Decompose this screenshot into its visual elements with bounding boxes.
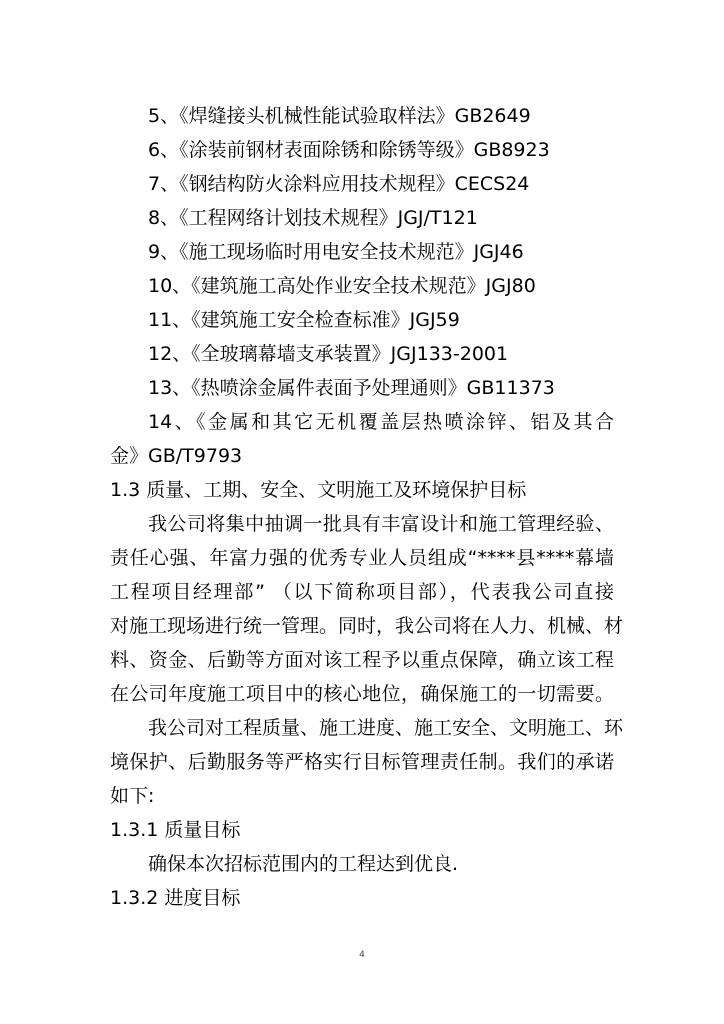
- paragraph-line: 如下:: [110, 785, 155, 807]
- paragraph-line: 责任心强、年富力强的优秀专业人员组成“****县****幕墙: [110, 547, 614, 569]
- standard-item-continuation: 金》GB/T9793: [110, 445, 243, 467]
- standard-item: 6、《涂装前钢材表面除锈和除锈等级》GB8923: [148, 139, 550, 161]
- paragraph-line: 料、资金、后勤等方面对该工程予以重点保障，确立该工程: [110, 649, 614, 671]
- standard-item: 13、《热喷涂金属件表面予处理通则》GB11373: [148, 377, 555, 399]
- page-number: 4: [359, 950, 365, 960]
- paragraph-line: 确保本次招标范围内的工程达到优良.: [148, 853, 459, 875]
- paragraph-line: 工程项目经理部” （以下简称项目部），代表我公司直接: [110, 581, 614, 603]
- standard-item: 11、《建筑施工安全检查标准》JGJ59: [148, 309, 460, 331]
- standard-item: 7、《钢结构防火涂料应用技术规程》CECS24: [148, 173, 530, 195]
- paragraph-line: 境保护、后勤服务等严格实行目标管理责任制。我们的承诺: [110, 751, 614, 773]
- subsection-heading: 1.3.2 进度目标: [110, 887, 241, 909]
- section-heading: 1.3 质量、工期、安全、文明施工及环境保护目标: [110, 479, 527, 501]
- paragraph-line: 我公司对工程质量、施工进度、施工安全、文明施工、环: [148, 717, 624, 739]
- standard-item: 12、《全玻璃幕墙支承装置》JGJ133-2001: [148, 343, 509, 365]
- paragraph-line: 对施工现场进行统一管理。同时，我公司将在人力、机械、材: [110, 615, 624, 637]
- standard-item: 10、《建筑施工高处作业安全技术规范》JGJ80: [148, 275, 536, 297]
- standard-item: 14、《金属和其它无机覆盖层热喷涂锌、铝及其合: [148, 411, 614, 433]
- subsection-heading: 1.3.1 质量目标: [110, 819, 241, 841]
- standard-item: 5、《焊缝接头机械性能试验取样法》GB2649: [148, 105, 531, 127]
- standard-item: 9、《施工现场临时用电安全技术规范》JGJ46: [148, 241, 524, 263]
- paragraph-line: 我公司将集中抽调一批具有丰富设计和施工管理经验、: [148, 513, 614, 535]
- standard-item: 8、《工程网络计划技术规程》JGJ/T121: [148, 207, 478, 229]
- paragraph-line: 在公司年度施工项目中的核心地位，确保施工的一切需要。: [110, 683, 614, 705]
